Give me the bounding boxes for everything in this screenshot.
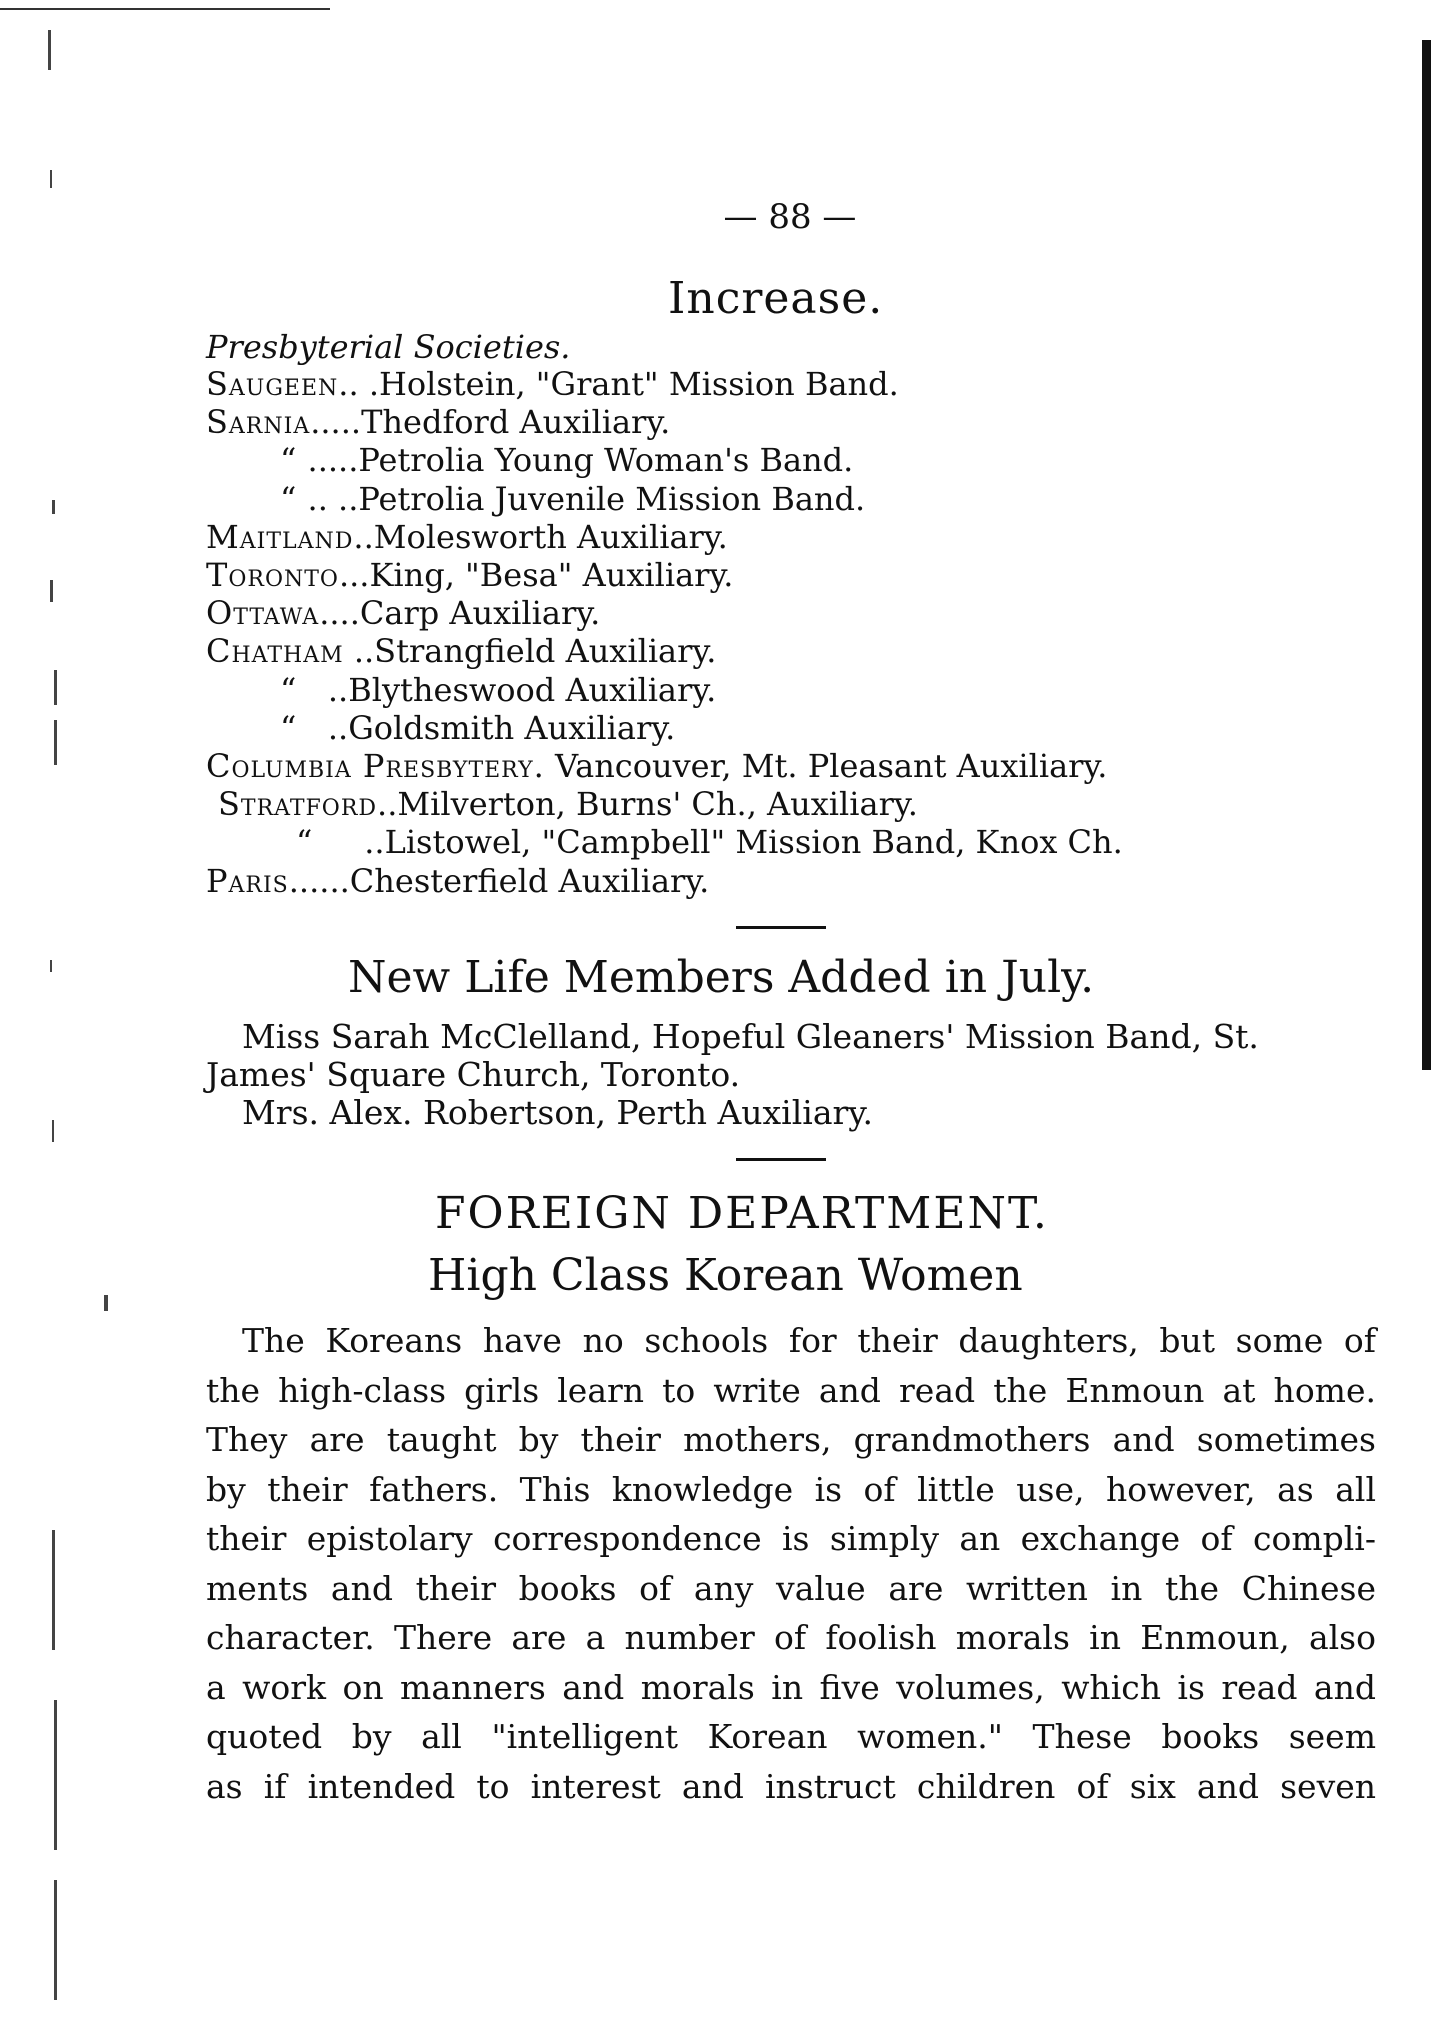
- page-number: — 88 —: [723, 197, 857, 237]
- society-entry: Chesterfield Auxiliary.: [349, 861, 710, 900]
- increase-row: [218, 785, 918, 824]
- paragraph-line: the high-class girls learn to write and read the Enmoun at home.: [206, 1370, 1376, 1410]
- increase-row: [280, 441, 854, 480]
- paragraph-line: their epistolary correspondence is simply an exchange of compli-: [206, 1519, 1376, 1558]
- presbytery-name: “: [280, 670, 298, 709]
- paragraph-line: The Koreans have no schools for their daughters, but some of: [242, 1321, 1376, 1360]
- increase-heading: Increase.: [668, 273, 884, 324]
- society-entry: King, "Besa" Auxiliary.: [369, 556, 734, 594]
- life-member-line: James' Square Church, Toronto.: [206, 1055, 741, 1094]
- presbytery-name: “: [280, 708, 298, 747]
- leader-dots: ..: [313, 823, 385, 862]
- presbytery-name: Paris: [206, 861, 289, 900]
- paragraph-line: character. There are a number of foolish morals in Enmoun, also: [206, 1618, 1376, 1657]
- life-member-line: Miss Sarah McClelland, Hopeful Gleaners' Mission Band, St.: [242, 1017, 1259, 1056]
- paragraph-line: ments and their books of any value are written in the Chinese: [206, 1568, 1376, 1608]
- society-entry: Petrolia Young Woman's Band.: [358, 441, 854, 480]
- presbytery-name: Stratford: [218, 785, 378, 824]
- leader-dots: ...: [338, 556, 370, 594]
- presbytery-name: Sarnia: [206, 403, 311, 442]
- presbytery-name: “: [280, 479, 298, 518]
- increase-row: [206, 594, 601, 633]
- paragraph-line: quoted by all "intelligent Korean women." These books seem: [206, 1717, 1376, 1756]
- increase-row: [206, 556, 734, 594]
- increase-row: [280, 479, 866, 518]
- paragraph-line: as if intended to interest and instruct children of six and seven: [206, 1766, 1376, 1806]
- leader-dots: ..: [297, 670, 349, 709]
- presbytery-name: “: [296, 823, 314, 862]
- increase-row: [206, 747, 1108, 785]
- increase-row: [206, 365, 899, 403]
- paragraph-line: by their fathers. This knowledge is of little use, however, as all: [206, 1469, 1376, 1509]
- society-entry: Listowel, "Campbell" Mission Band, Knox Ch.: [384, 823, 1123, 862]
- society-entry: Holstein, "Grant" Mission Band.: [378, 365, 899, 403]
- society-entry: Milverton, Burns' Ch., Auxiliary.: [397, 785, 918, 824]
- margin-speckles: [40, 20, 70, 2000]
- increase-row: [280, 670, 717, 709]
- presbytery-name: Chatham: [206, 632, 344, 671]
- presbytery-name: “: [280, 441, 298, 480]
- increase-row: [206, 517, 728, 556]
- section-rule: [736, 1158, 826, 1161]
- increase-row: [206, 403, 671, 442]
- society-entry: Carp Auxiliary.: [359, 594, 601, 633]
- society-entry: Blytheswood Auxiliary.: [348, 670, 717, 709]
- leader-dots: .. .: [338, 365, 379, 403]
- increase-row: [206, 632, 717, 671]
- society-entry: Strangfield Auxiliary.: [374, 632, 717, 671]
- presbytery-name: Maitland: [206, 517, 354, 556]
- binding-edge-shadow: [1422, 40, 1431, 1070]
- society-entry: Goldsmith Auxiliary.: [348, 708, 676, 747]
- presbytery-name: Columbia Presbytery.: [206, 747, 545, 785]
- leader-dots: ..: [353, 517, 374, 556]
- society-entry: Thedford Auxiliary.: [361, 403, 671, 442]
- society-entry: Petrolia Juvenile Mission Band.: [358, 479, 866, 518]
- society-entry: Vancouver, Mt. Pleasant Auxiliary.: [554, 747, 1108, 785]
- presbytery-name: Saugeen: [206, 365, 339, 403]
- leader-dots: ..: [297, 708, 349, 747]
- presbytery-name: Ottawa: [206, 594, 320, 633]
- article-paragraph: [206, 1316, 1376, 1811]
- increase-row: [206, 861, 710, 900]
- leader-dots: ....: [319, 594, 360, 633]
- leader-dots: ......: [288, 861, 350, 900]
- paragraph-line: They are taught by their mothers, grandmothers and sometimes: [206, 1420, 1376, 1459]
- increase-row: [280, 708, 676, 747]
- increase-row: [296, 823, 1123, 862]
- leader-dots: ..: [343, 632, 375, 671]
- paragraph-line: a work on manners and morals in five volumes, which is read and: [206, 1667, 1376, 1707]
- foreign-department-heading: FOREIGN DEPARTMENT.: [435, 1188, 1049, 1239]
- top-edge-rule: [0, 8, 330, 10]
- life-member-line: Mrs. Alex. Robertson, Perth Auxiliary.: [242, 1093, 874, 1132]
- leader-dots: [545, 747, 555, 785]
- life-members-heading: New Life Members Added in July.: [348, 952, 1095, 1003]
- leader-dots: .....: [297, 441, 359, 480]
- leader-dots: .. ..: [297, 479, 359, 518]
- leader-dots: .....: [310, 403, 362, 442]
- article-title: High Class Korean Women: [428, 1250, 1023, 1301]
- section-rule: [736, 926, 826, 929]
- presbytery-name: Toronto: [206, 556, 339, 594]
- society-entry: Molesworth Auxiliary.: [373, 517, 728, 556]
- leader-dots: ..: [377, 785, 398, 824]
- presbyterial-societies-label: Presbyterial Societies.: [206, 328, 571, 366]
